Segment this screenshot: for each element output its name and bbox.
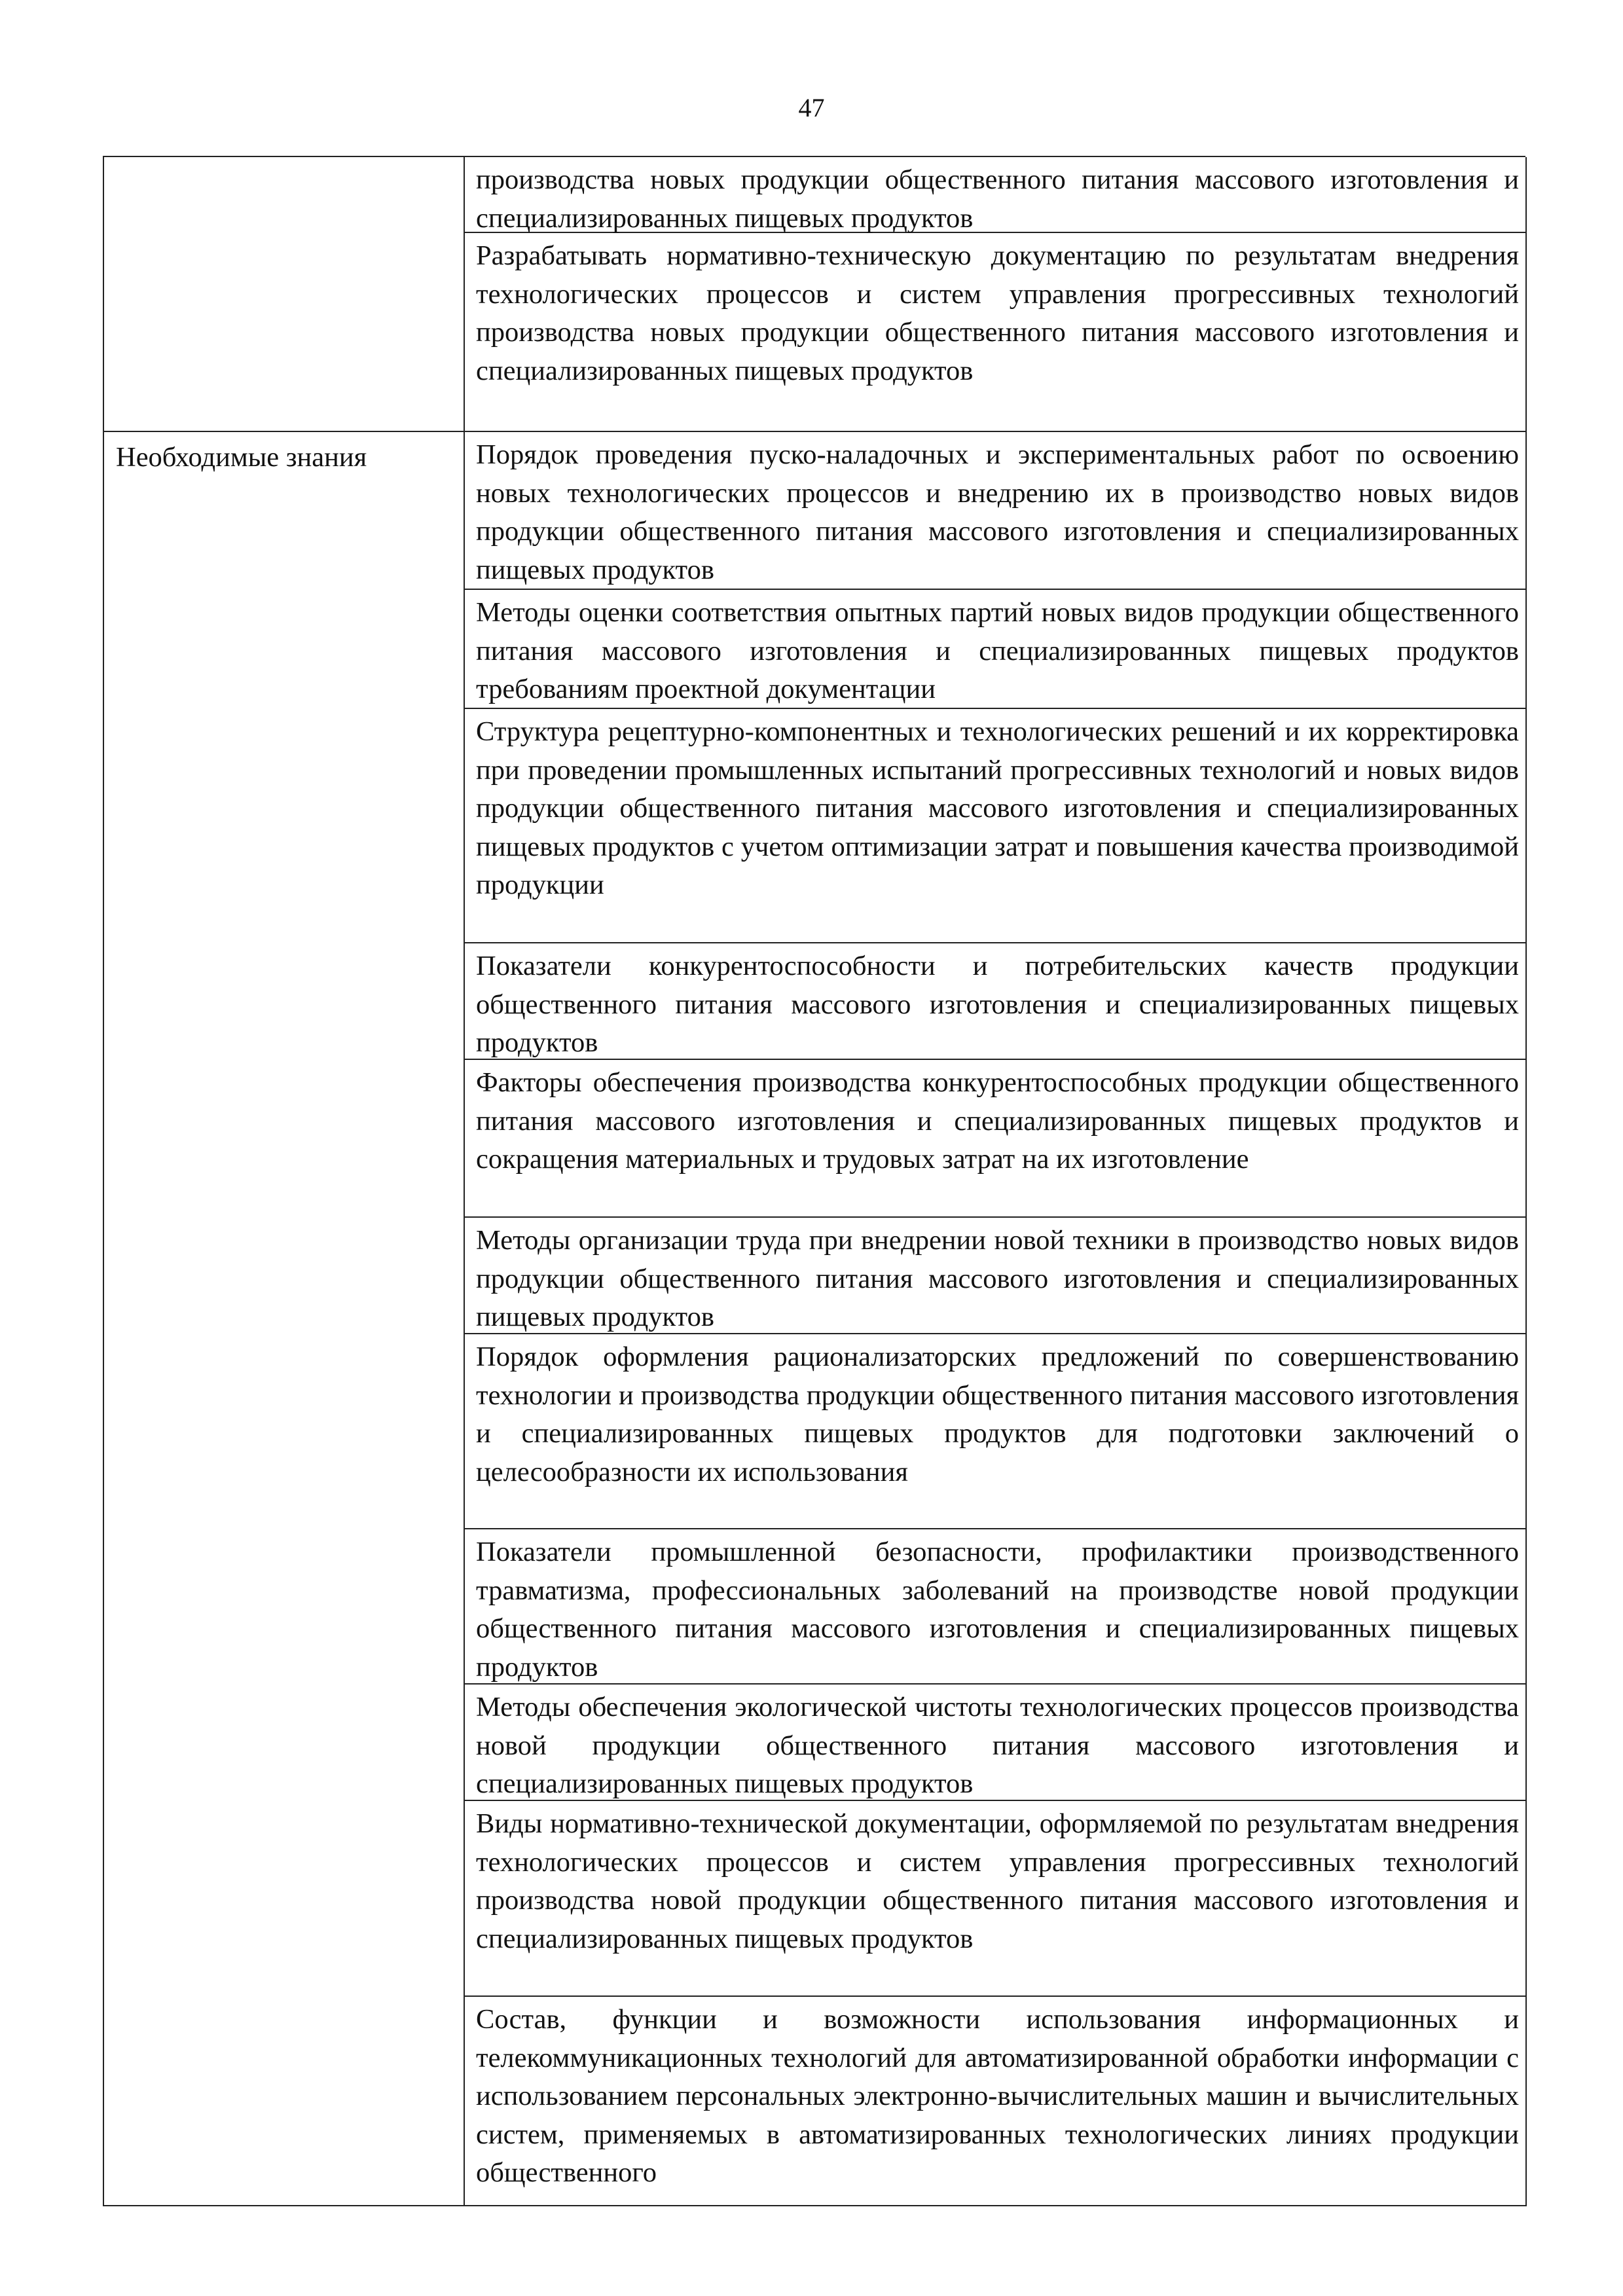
page-number: 47 — [798, 93, 825, 122]
table-cell-knowledge-11: Состав, функции и возможности использования информационных и телекоммуникационных технологий для автоматизированной обработки информации с использованием персональных электронно-вычислительных машин и вычислительных систем, применяемых в автоматизированных технологических линиях продукции общественного — [465, 1997, 1527, 2206]
row-label-continuation — [104, 157, 465, 432]
table-cell-knowledge-7: Порядок оформления рационализаторских предложений по совершенствованию технологии и производства продукции общественного питания массового изготовления и специализированных пищевых продуктов для подготовки заключений о целесообразности их использования — [465, 1334, 1527, 1529]
table-cell-knowledge-9: Методы обеспечения экологической чистоты технологических процессов производства новой продукции общественного питания массового изготовления и специализированных пищевых продуктов — [465, 1685, 1527, 1801]
table-cell-skill-1: производства новых продукции общественного питания массового изготовления и специализированных пищевых продуктов — [465, 157, 1527, 233]
table-cell-knowledge-10: Виды нормативно-технической документации, оформляемой по результатам внедрения технологических процессов и систем управления прогрессивных технологий производства новой продукции общественного питания массового изготовления и специализированных пищевых продуктов — [465, 1801, 1527, 1997]
table-cell-knowledge-3: Структура рецептурно-компонентных и технологических решений и их корректировка при проведении промышленных испытаний прогрессивных технологий и новых видов продукции общественного питания массового изготовления и специализированных пищевых продуктов с учетом оптимизации затрат и повышения качества производимой продукции — [465, 709, 1527, 943]
competency-table — [103, 156, 1525, 2206]
table-cell-knowledge-4: Показатели конкурентоспособности и потребительских качеств продукции общественного питания массового изготовления и специализированных пищевых продуктов — [465, 943, 1527, 1060]
table-cell-knowledge-2: Методы оценки соответствия опытных партий новых видов продукции общественного питания массового изготовления и специализированных пищевых продуктов требованиям проектной документации — [465, 590, 1527, 709]
table-cell-knowledge-8: Показатели промышленной безопасности, профилактики производственного травматизма, профессиональных заболеваний на производстве новой продукции общественного питания массового изготовления и специализированных пищевых продуктов — [465, 1529, 1527, 1685]
table-cell-knowledge-6: Методы организации труда при внедрении новой техники в производство новых видов продукции общественного питания массового изготовления и специализированных пищевых продуктов — [465, 1218, 1527, 1334]
table-cell-knowledge-1: Порядок проведения пуско-наладочных и экспериментальных работ по освоению новых технологических процессов и внедрению их в производство новых видов продукции общественного питания массового изготовления и специализированных пищевых продуктов — [465, 432, 1527, 590]
table-cell-knowledge-5: Факторы обеспечения производства конкурентоспособных продукции общественного питания массового изготовления и специализированных пищевых продуктов и сокращения материальных и трудовых затрат на их изготовление — [465, 1060, 1527, 1218]
row-label-required-knowledge: Необходимые знания — [104, 432, 465, 2206]
table-cell-skill-2: Разрабатывать нормативно-техническую документацию по результатам внедрения технологических процессов и систем управления прогрессивных технологий производства новых продукции общественного питания массового изготовления и специализированных пищевых продуктов — [465, 233, 1527, 432]
